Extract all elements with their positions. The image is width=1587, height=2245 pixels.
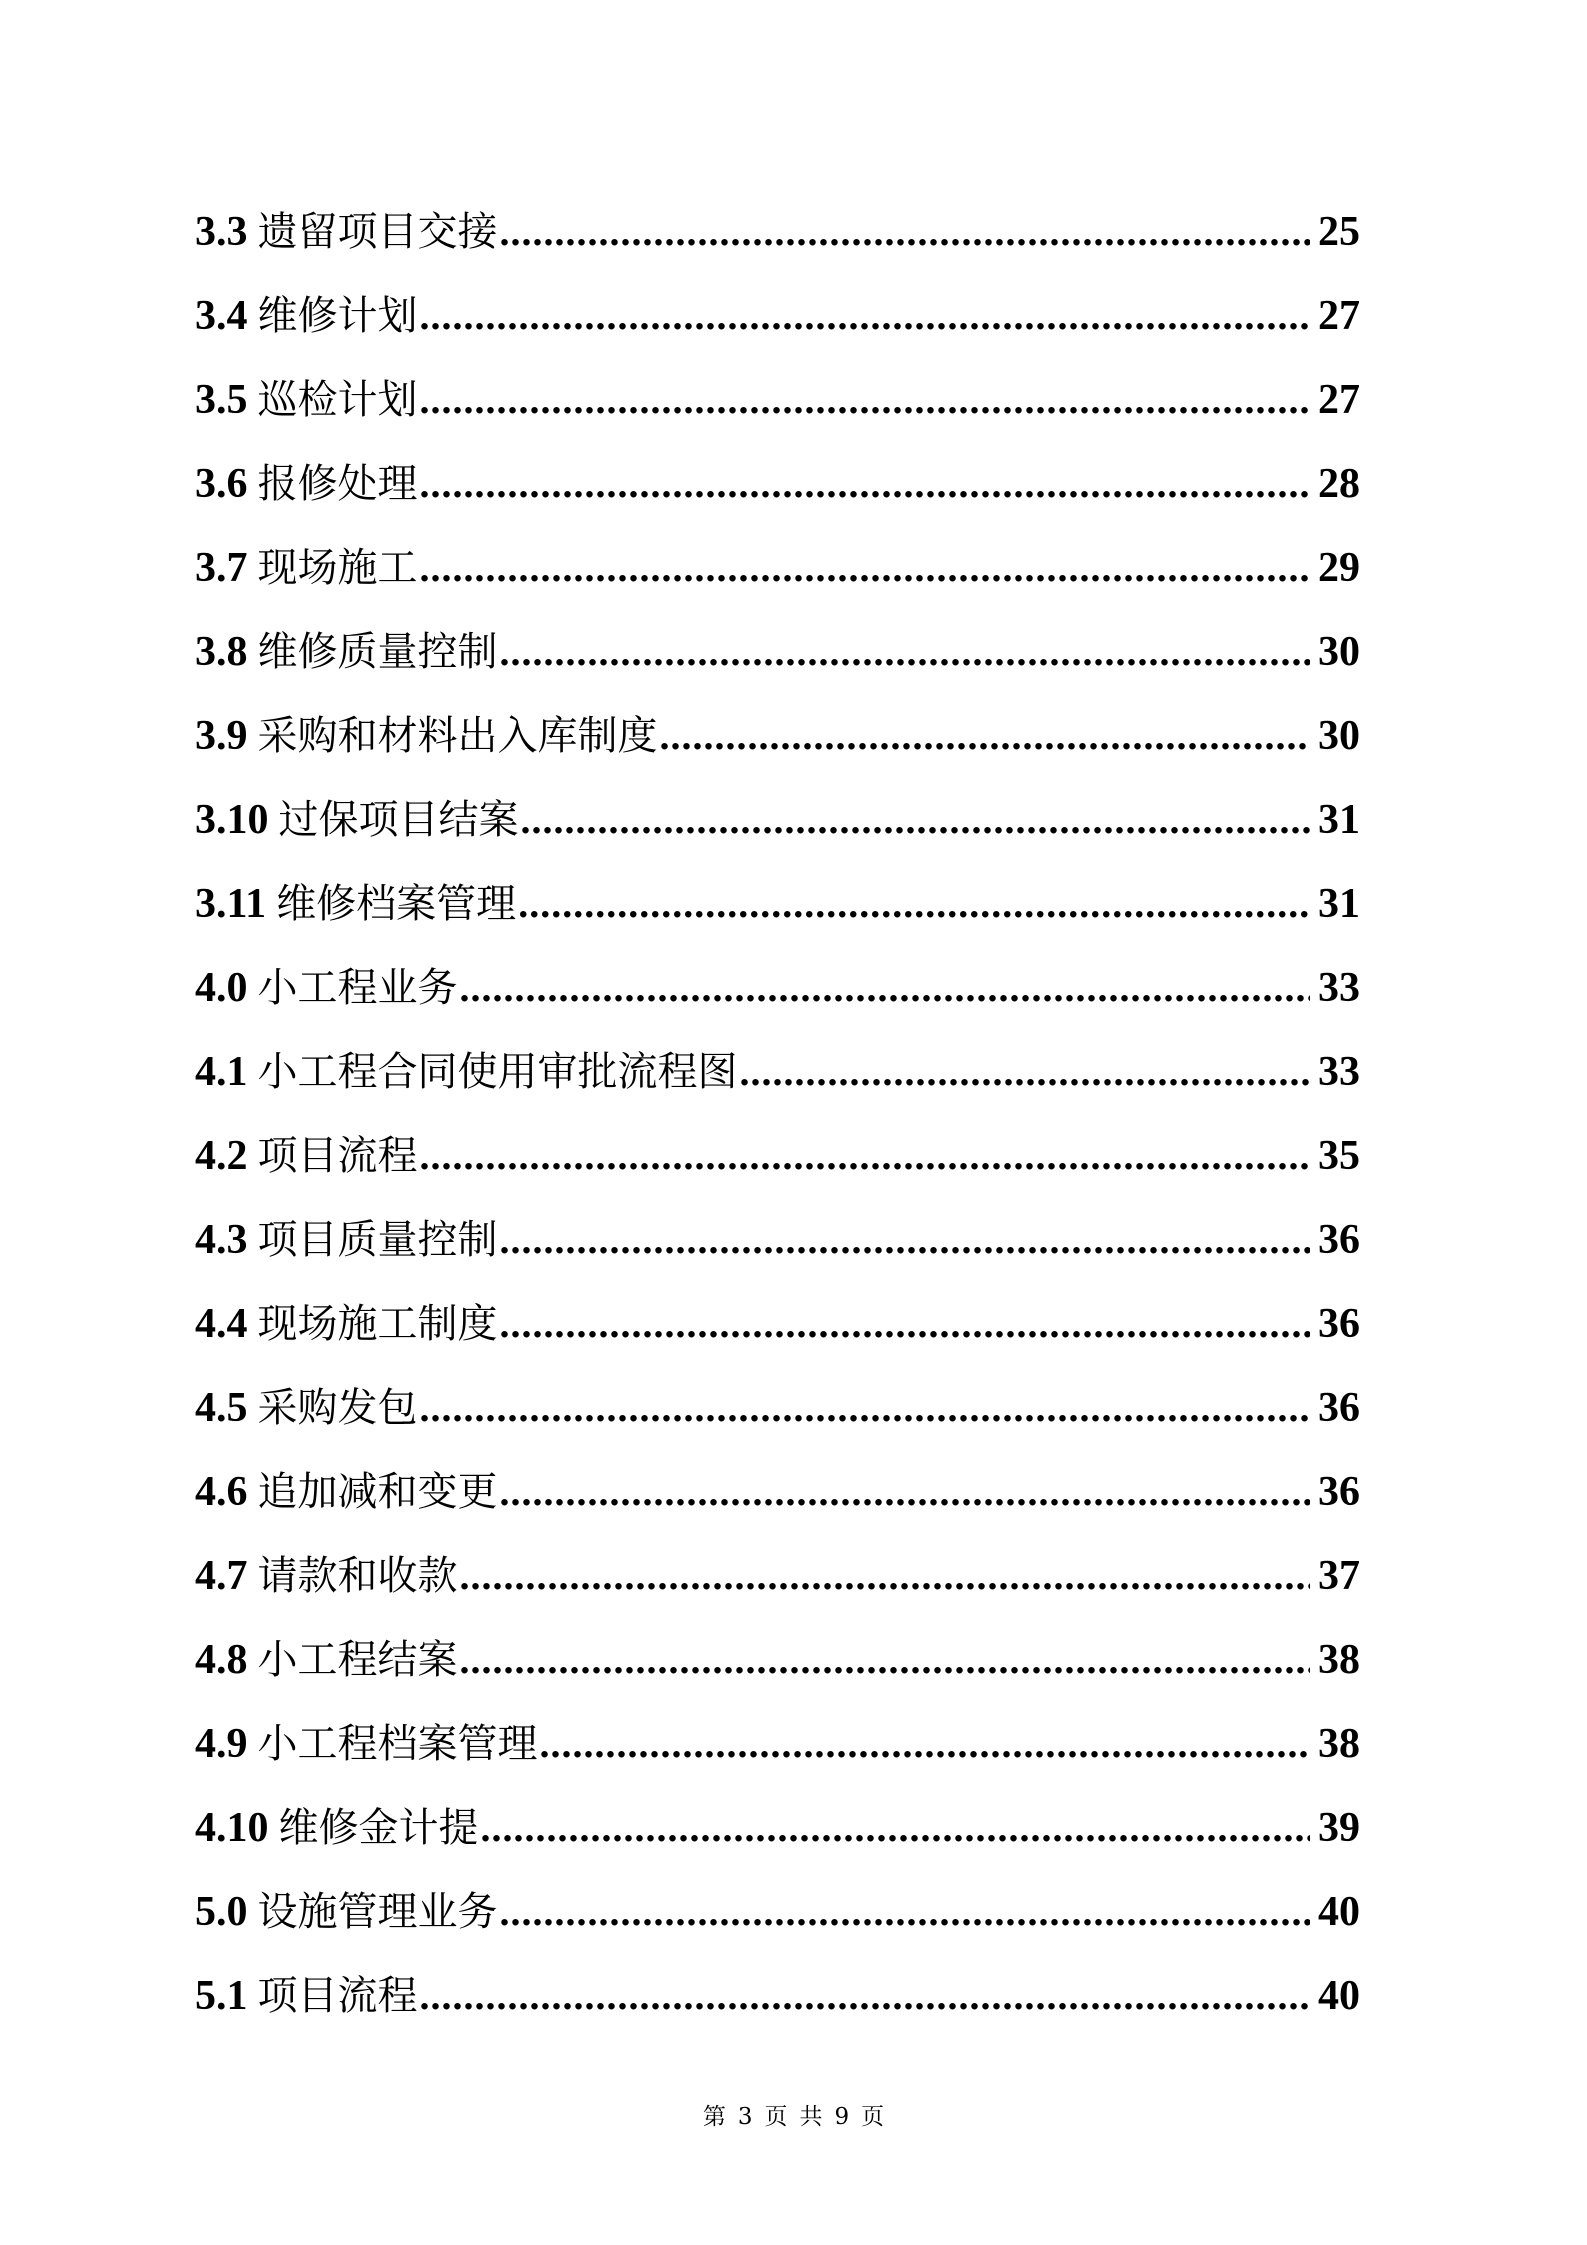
- toc-entry-number: 4.3: [195, 1217, 248, 1263]
- toc-entry[interactable]: [195, 1549, 1360, 1633]
- toc-entry[interactable]: [195, 1969, 1360, 2053]
- toc-entry[interactable]: [195, 1045, 1360, 1129]
- toc-entry-page-number: 35: [1318, 1133, 1360, 1179]
- toc-entry-number: 4.9: [195, 1721, 248, 1767]
- toc-entry-title: 采购和材料出入库制度: [257, 713, 658, 759]
- toc-entry-page-number: 30: [1318, 713, 1360, 759]
- toc-dot-leader: [521, 793, 1311, 847]
- toc-entry[interactable]: [195, 1885, 1360, 1969]
- page-footer: [0, 2098, 1587, 2131]
- toc-entry-title: 报修处理: [257, 461, 418, 507]
- toc-entry-page-number: 36: [1318, 1217, 1360, 1263]
- toc-entry-number: 3.4: [195, 293, 248, 339]
- toc-entry-number: 5.1: [195, 1973, 248, 2019]
- toc-entry-title: 现场施工制度: [257, 1301, 498, 1347]
- toc-entry-page-number: 40: [1318, 1973, 1360, 2019]
- toc-entry-page-number: 33: [1318, 1049, 1360, 1095]
- toc-entry-number: 3.10: [195, 797, 269, 843]
- toc-entry-title: 小工程结案: [257, 1637, 458, 1683]
- toc-entry[interactable]: [195, 1213, 1360, 1297]
- toc-entry[interactable]: [195, 961, 1360, 1045]
- toc-dot-leader: [500, 1885, 1311, 1939]
- toc-entry-number: 4.2: [195, 1133, 248, 1179]
- toc-entry-number: 4.1: [195, 1049, 248, 1095]
- footer-current-page: 3: [737, 2104, 753, 2130]
- toc-entry-number: 3.3: [195, 209, 248, 255]
- toc-entry-number: 4.7: [195, 1553, 248, 1599]
- toc-entry[interactable]: [195, 541, 1360, 625]
- toc-dot-leader: [660, 709, 1311, 763]
- toc-entry[interactable]: [195, 205, 1360, 289]
- toc-entry-page-number: 31: [1318, 881, 1360, 927]
- toc-entry[interactable]: [195, 373, 1360, 457]
- toc-entry[interactable]: [195, 1717, 1360, 1801]
- toc-entry-number: 3.7: [195, 545, 248, 591]
- toc-entry-page-number: 36: [1318, 1469, 1360, 1515]
- toc-entry[interactable]: [195, 1381, 1360, 1465]
- toc-entry-number: 4.5: [195, 1385, 248, 1431]
- toc-dot-leader: [500, 1465, 1311, 1519]
- toc-dot-leader: [460, 1549, 1311, 1603]
- toc-entry[interactable]: [195, 1465, 1360, 1549]
- toc-entry-page-number: 25: [1318, 209, 1360, 255]
- toc-dot-leader: [460, 961, 1311, 1015]
- footer-prefix: 第: [702, 2104, 726, 2130]
- toc-entry-page-number: 30: [1318, 629, 1360, 675]
- toc-entry-page-number: 33: [1318, 965, 1360, 1011]
- footer-total-label: 共: [799, 2104, 823, 2130]
- toc-entry-title: 遗留项目交接: [257, 209, 498, 255]
- toc-entry-page-number: 29: [1318, 545, 1360, 591]
- toc-entry-title: 维修金计提: [278, 1805, 479, 1851]
- toc-entry-title: 维修档案管理: [276, 881, 517, 927]
- toc-entry-number: 4.6: [195, 1469, 248, 1515]
- toc-dot-leader: [740, 1045, 1311, 1099]
- footer-total-pages: 9: [834, 2104, 850, 2130]
- footer-suffix: 页: [861, 2104, 885, 2130]
- toc-dot-leader: [500, 1213, 1311, 1267]
- toc-entry[interactable]: [195, 1129, 1360, 1213]
- toc-entry-title: 小工程业务: [257, 965, 458, 1011]
- toc-dot-leader: [540, 1717, 1311, 1771]
- toc-dot-leader: [420, 541, 1311, 595]
- toc-entry[interactable]: [195, 1633, 1360, 1717]
- toc-entry-title: 项目质量控制: [257, 1217, 498, 1263]
- toc-entry-title: 追加减和变更: [257, 1469, 498, 1515]
- toc-entry-page-number: 36: [1318, 1301, 1360, 1347]
- toc-entry-title: 小工程档案管理: [257, 1721, 538, 1767]
- toc-entry[interactable]: [195, 877, 1360, 961]
- toc-dot-leader: [420, 1129, 1311, 1183]
- toc-entry-number: 3.8: [195, 629, 248, 675]
- toc-entry-title: 项目流程: [257, 1133, 418, 1179]
- toc-entry-page-number: 31: [1318, 797, 1360, 843]
- toc-dot-leader: [500, 205, 1311, 259]
- toc-dot-leader: [500, 1297, 1311, 1351]
- toc-entry-page-number: 40: [1318, 1889, 1360, 1935]
- toc-dot-leader: [420, 373, 1311, 427]
- toc-entry-title: 设施管理业务: [257, 1889, 498, 1935]
- toc-entry-title: 现场施工: [257, 545, 418, 591]
- toc-entry[interactable]: [195, 793, 1360, 877]
- toc-entry[interactable]: [195, 1297, 1360, 1381]
- toc-entry-number: 3.9: [195, 713, 248, 759]
- toc-entry-number: 3.11: [195, 881, 267, 927]
- toc-dot-leader: [500, 625, 1311, 679]
- toc-entry-title: 过保项目结案: [278, 797, 519, 843]
- toc-entry-title: 巡检计划: [257, 377, 418, 423]
- toc-dot-leader: [518, 877, 1310, 931]
- toc-entry-page-number: 27: [1318, 293, 1360, 339]
- toc-entry[interactable]: [195, 709, 1360, 793]
- toc-entry-title: 维修质量控制: [257, 629, 498, 675]
- toc-entry[interactable]: [195, 625, 1360, 709]
- toc-entry-title: 维修计划: [257, 293, 418, 339]
- toc-entry-page-number: 27: [1318, 377, 1360, 423]
- toc-entry-number: 3.6: [195, 461, 248, 507]
- toc-entry-title: 小工程合同使用审批流程图: [257, 1049, 738, 1095]
- toc-entry-number: 3.5: [195, 377, 248, 423]
- toc-entry-number: 4.4: [195, 1301, 248, 1347]
- toc-entry-page-number: 36: [1318, 1385, 1360, 1431]
- footer-unit: 页: [764, 2104, 788, 2130]
- toc-entry-number: 4.10: [195, 1805, 269, 1851]
- toc-entry-page-number: 37: [1318, 1553, 1360, 1599]
- toc-dot-leader: [460, 1633, 1311, 1687]
- toc-entry-number: 5.0: [195, 1889, 248, 1935]
- toc-entry[interactable]: [195, 289, 1360, 373]
- toc-entry-page-number: 38: [1318, 1637, 1360, 1683]
- toc-entry[interactable]: [195, 457, 1360, 541]
- toc-entry-title: 采购发包: [257, 1385, 418, 1431]
- toc-dot-leader: [420, 457, 1311, 511]
- toc-entry-number: 4.0: [195, 965, 248, 1011]
- toc-entry-title: 项目流程: [257, 1973, 418, 2019]
- toc-entry-title: 请款和收款: [257, 1553, 458, 1599]
- toc-entry[interactable]: [195, 1801, 1360, 1885]
- toc-entry-number: 4.8: [195, 1637, 248, 1683]
- toc-dot-leader: [420, 1969, 1311, 2023]
- table-of-contents: [195, 205, 1360, 2053]
- toc-dot-leader: [420, 1381, 1311, 1435]
- toc-entry-page-number: 39: [1318, 1805, 1360, 1851]
- toc-entry-page-number: 28: [1318, 461, 1360, 507]
- toc-dot-leader: [481, 1801, 1311, 1855]
- toc-entry-page-number: 38: [1318, 1721, 1360, 1767]
- toc-dot-leader: [420, 289, 1311, 343]
